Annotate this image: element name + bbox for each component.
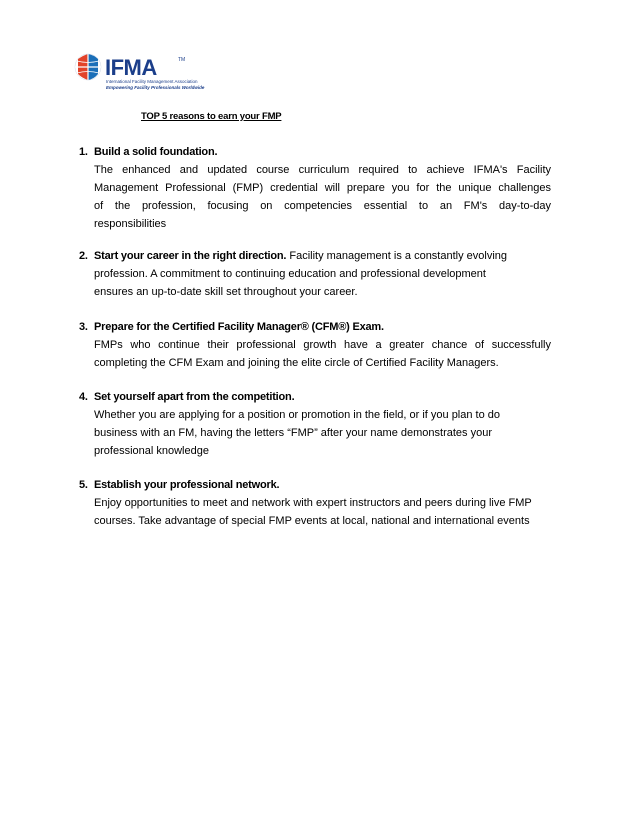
logo-trademark: TM	[178, 57, 186, 63]
reason-heading: Start your career in the right direction.	[94, 250, 287, 262]
reason-number: 5.	[79, 479, 88, 491]
reason-heading: Build a solid foundation.	[94, 146, 218, 158]
reason-3	[79, 318, 551, 372]
reason-1	[79, 143, 551, 233]
reason-heading: Set yourself apart from the competition.	[94, 391, 295, 403]
reason-line: FMPs who continue their professional growth have a greater chance of successfully	[94, 339, 551, 351]
reason-line: professional knowledge	[94, 445, 209, 457]
ifma-logo	[74, 52, 234, 96]
reason-line: of the profession, focusing on competencies essential to an FM's day-to-day	[94, 200, 551, 212]
reason-line: Enjoy opportunities to meet and network with expert instructors and peers during live FMP	[94, 497, 532, 509]
reason-line: responsibilities	[94, 218, 167, 230]
reason-line: The enhanced and updated course curriculum required to achieve IFMA's Facility	[94, 164, 551, 176]
reason-heading: Establish your professional network.	[94, 479, 280, 491]
reason-line: Management Professional (FMP) credential will prepare you for the unique challenges	[94, 182, 551, 194]
page-title: TOP 5 reasons to earn your FMP	[141, 111, 282, 122]
reason-line: Facility management is a constantly evolving	[286, 250, 508, 262]
reason-line: Whether you are applying for a position or promotion in the field, or if you plan to do	[94, 409, 501, 421]
logo-wordmark: IFMA	[105, 55, 157, 80]
reason-line: profession. A commitment to continuing education and professional development	[94, 268, 486, 280]
reason-number: 4.	[79, 391, 88, 403]
reason-5	[79, 476, 551, 530]
reason-line: ensures an up-to-date skill set throughout your career.	[94, 286, 358, 298]
reason-2	[79, 247, 551, 301]
reason-line: courses. Take advantage of special FMP events at local, national and international events	[94, 515, 530, 527]
reason-number: 2.	[79, 250, 88, 262]
globe-icon	[74, 52, 102, 82]
reason-4	[79, 388, 551, 460]
reason-number: 1.	[79, 146, 88, 158]
logo-tagline: Empowering Facility Professionals Worldwide	[106, 85, 205, 90]
reason-number: 3.	[79, 321, 88, 333]
logo-subtitle: International Facility Management Association	[106, 79, 198, 84]
reason-line: business with an FM, having the letters “FMP” after your name demonstrates your	[94, 427, 492, 439]
reason-line: completing the CFM Exam and joining the elite circle of Certified Facility Managers.	[94, 357, 499, 369]
reason-heading: Prepare for the Certified Facility Manager® (CFM®) Exam.	[94, 321, 384, 333]
